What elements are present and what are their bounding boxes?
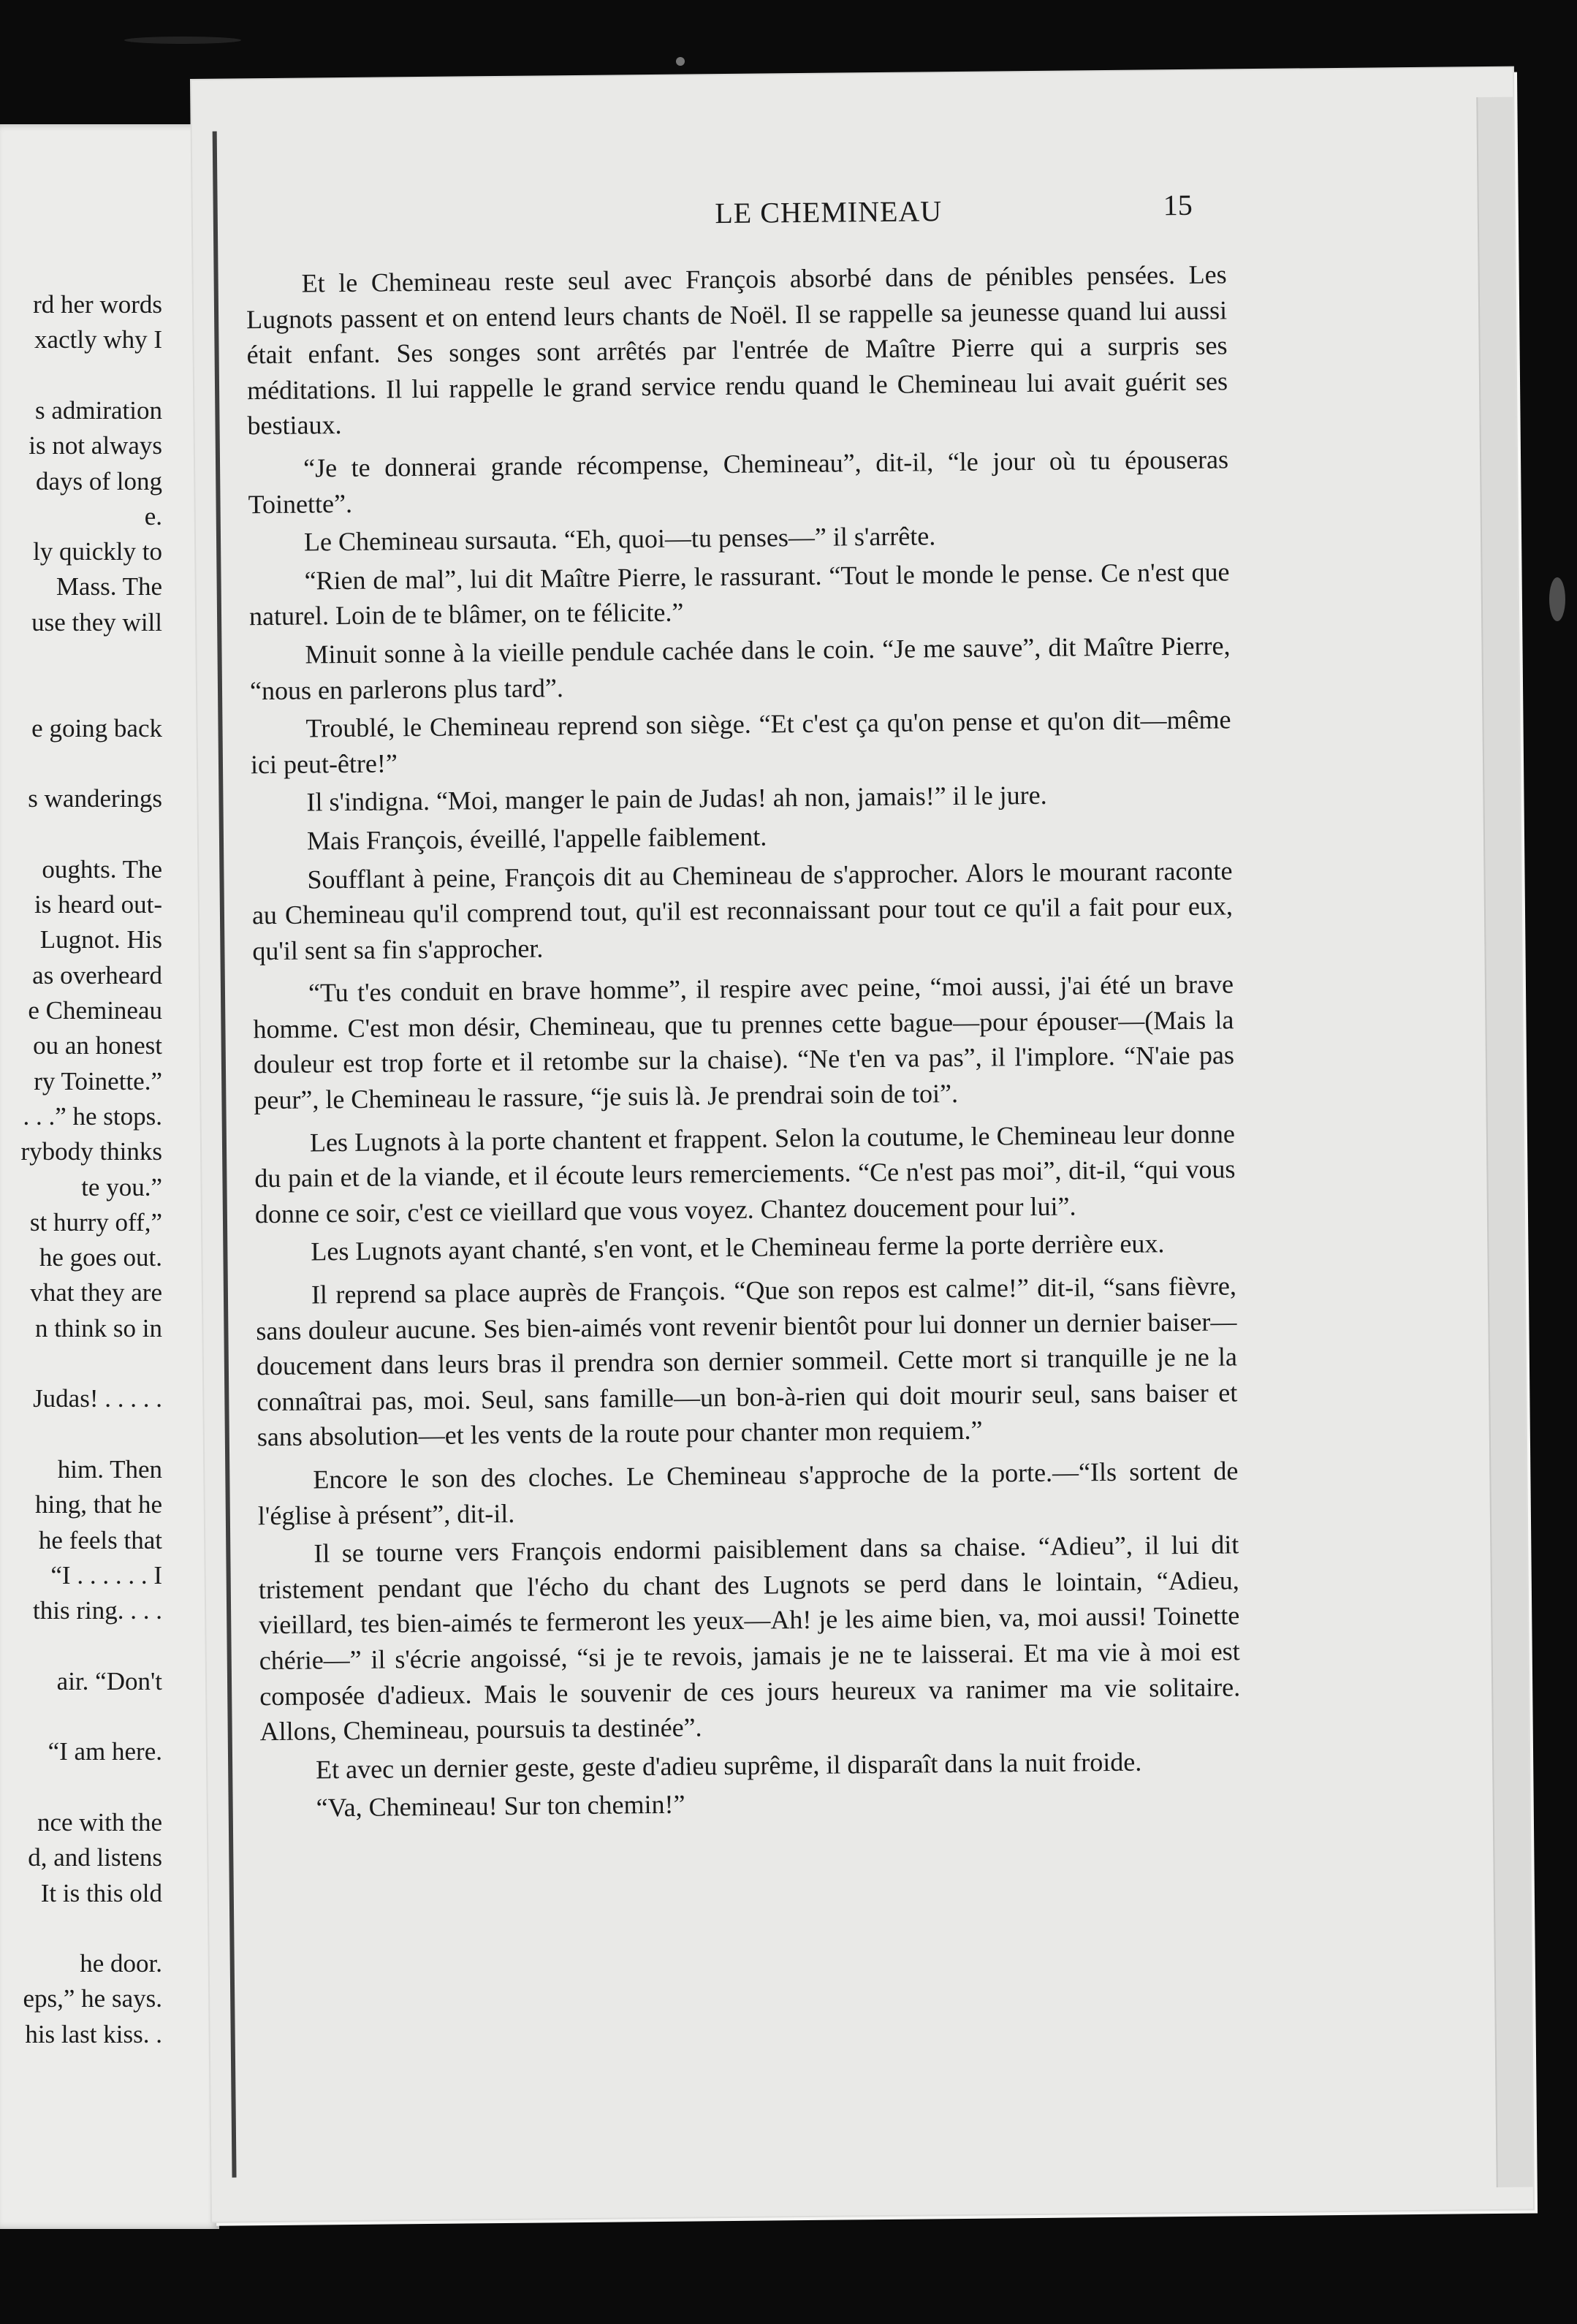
left-page-line: “I . . . . . . I [50,1560,162,1590]
left-page-line: this ring. . . . [33,1596,162,1625]
paragraph: Il s'indigna. “Moi, manger le pain de Judas! ah non, jamais!” il le jure. [306,781,1047,817]
page-edge [1476,97,1532,2187]
left-page-line: ou an honest [33,1031,162,1060]
paragraph: Mais François, éveillé, l'appelle faiblement. [306,821,767,856]
book-page [191,68,1533,2222]
paragraph: “Tu t'es conduit en brave homme”, il respire avec peine, “moi aussi, j'ai été un brave homme. C'est mon désir, Chemineau, que tu prennes cette bague—pour épouser—(Mais la douleur est trop forte et il retombe sur la chaise). “Ne t'en va pas”, il l'implore. “N'aie pas peur”, le Chemineau le rassure, “je suis là. Je prendrai soin de toi”. [253,969,1235,1115]
paragraph: Et le Chemineau reste seul avec François absorbé dans de pénibles pensées. Les Lugnots passent et on entend leurs chants de Noël. Il se rappelle sa jeunesse quand lui aussi était enfant. Ses songes sont arrêtés par l'entrée de Maître Pierre qui a surpris ses méditations. Il lui rappelle le grand service rendu quand le Chemineau lui avait guérit ses bestiaux. [246,259,1228,441]
left-page-line: n think so in [34,1313,162,1343]
left-page-line: oughts. The [42,854,162,884]
left-page-line: he feels that [38,1525,162,1554]
left-page-line: e Chemineau [28,996,162,1025]
left-page-line: ry Toinette.” [34,1066,162,1095]
paragraph: Il reprend sa place auprès de François. “Que son repos est calme!” dit-il, “sans fièvre, sans douleur aucune. Ses bien-aimés vont revenir bientôt pour lui donner un dernier baiser—doucement dans leurs bras il prendra son dernier sommeil. Cette mort si tranquille je ne la connaîtrai pas, moi. Seul, sans famille—un bon-à-rien qui doit mourir seul, sans baiser et sans absolution—et les vents de la route pour chanter mon requiem.” [256,1271,1238,1452]
paragraph: Les Lugnots à la porte chantent et frappent. Selon la coutume, le Chemineau leur donne du pain et de la viande, et il écoute leurs remerciements. “Ce n'est pas moi”, dit-il, “qui vous donne ce soir, c'est ce vieillard que vous voyez. Chantez doucement pour lui”. [254,1119,1236,1229]
left-page-line: he door. [80,1949,162,1978]
left-page-line: e. [144,501,162,531]
scan-speck [124,37,241,44]
left-page-line: is not always [28,431,162,460]
left-page-line: days of long [35,466,162,495]
left-page-line: Judas! . . . . . [33,1384,162,1413]
left-page-fragment [0,124,219,2229]
left-page-line: his last kiss. . [25,2019,162,2048]
running-head: LE CHEMINEAU [715,194,943,230]
left-page-line: Lugnot. His [39,925,162,954]
paragraph: Les Lugnots ayant chanté, s'en vont, et le Chemineau ferme la porte derrière eux. [311,1229,1165,1267]
left-page-line: Mass. The [56,572,162,601]
left-page-line: he goes out. [39,1243,162,1272]
left-page-line: “I am here. [48,1737,162,1766]
left-page-line: him. Then [57,1454,162,1484]
paragraph: Troublé, le Chemineau reprend son siège. “Et c'est ça qu'on pense et qu'on dit—même ici peut-être!” [250,705,1231,779]
paragraph: Encore le son des cloches. Le Chemineau s'approche de la porte.—“Ils sortent de l'église à présent”, dit-il. [257,1456,1239,1530]
left-page-line: hing, that he [35,1490,162,1519]
left-page-line: . . .” he stops. [23,1101,162,1131]
left-page-line: air. “Don't [56,1666,162,1695]
left-page-line: eps,” he says. [23,1984,162,2013]
left-page-line: d, and listens [28,1843,162,1872]
paragraph: Le Chemineau sursauta. “Eh, quoi—tu penses—” il s'arrête. [303,521,936,557]
left-page-line: as overheard [32,960,162,990]
scan-speck [1549,577,1565,621]
left-page-line: s wanderings [28,784,162,813]
left-page-line: nce with the [37,1807,162,1837]
left-page-line: use they will [31,607,162,637]
left-page-line: s admiration [35,395,162,425]
left-page-line: xactly why I [34,325,162,354]
paragraph: Minuit sonne à la vieille pendule cachée dans le coin. “Je me sauve”, dit Maître Pierre, “nous en parlerons plus tard”. [249,631,1231,705]
paragraph: Et avec un dernier geste, geste d'adieu suprême, il disparaît dans la nuit froide. [316,1747,1142,1785]
scan-speck [676,57,685,66]
left-page-line: vhat they are [30,1278,162,1307]
paragraph: “Rien de mal”, lui dit Maître Pierre, le rassurant. “Tout le monde le pense. Ce n'est que naturel. Loin de te blâmer, on te félicite.” [248,557,1230,631]
paragraph: Il se tourne vers François endormi paisiblement dans sa chaise. “Adieu”, il lui dit tristement pendant que l'écho du chant des Lugnots se perd dans le lointain, “Adieu, vieillard, tes bien-aimés te fermeront les yeux—Ah! je les aime bien, va, moi aussi! Toinette chérie—” il s'écrie angoissé, “si je te revois, jamais je ne te laisserai. Et ma vie à moi est composée d'adieux. Mais le souvenir de ces jours heureux va ranimer ma vie solitaire. Allons, Chemineau, poursuis ta destinée”. [258,1530,1241,1747]
left-page-line: is heard out- [34,890,162,919]
left-page-line: It is this old [40,1878,162,1907]
paragraph: “Va, Chemineau! Sur ton chemin!” [316,1789,685,1823]
left-page-line: st hurry off,” [29,1207,162,1237]
left-page-line: e going back [31,713,162,743]
left-page-line: rd her words [33,290,162,319]
paragraph: “Je te donnerai grande récompense, Chemineau”, dit-il, “le jour où tu épouseras Toinette”. [248,444,1229,519]
page-number: 15 [1163,188,1193,222]
left-page-line: te you.” [81,1172,162,1201]
page-body [246,257,1241,1829]
left-page-line: ly quickly to [33,537,162,566]
left-page-line: rybody thinks [20,1137,162,1166]
paragraph: Soufflant à peine, François dit au Chemineau de s'approcher. Alors le mourant raconte au Chemineau qu'il comprend tout, qu'il est reconnaissant pour tout ce qu'il a fait pour eux, qu'il sent sa fin s'approcher. [251,855,1234,965]
